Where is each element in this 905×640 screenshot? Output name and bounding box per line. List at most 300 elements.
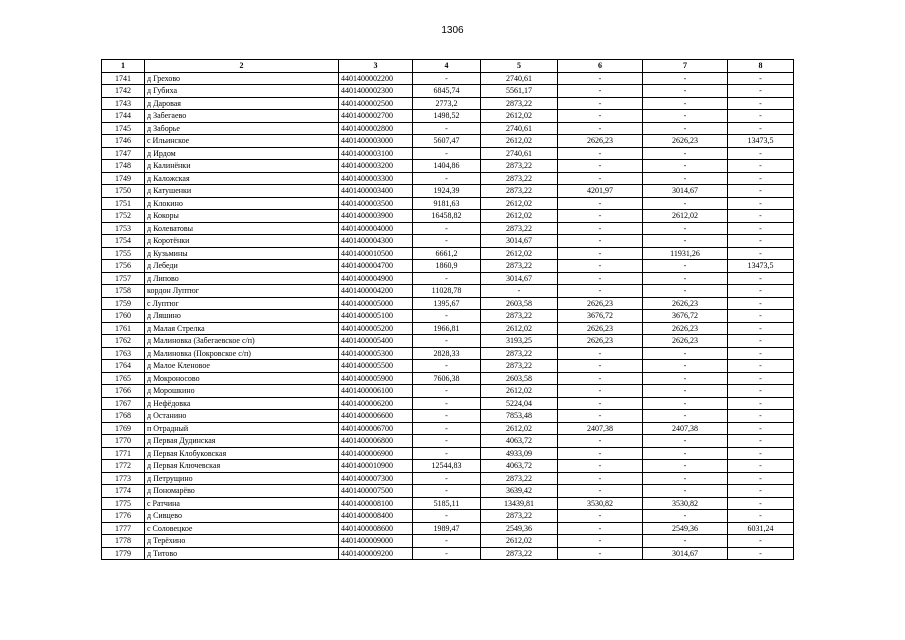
col-4-value: 11028,78 [413,285,481,298]
col-5-value: 2612,02 [481,110,558,123]
row-number: 1769 [102,422,145,435]
row-number: 1772 [102,460,145,473]
table-row [102,372,794,385]
settlement-name: д Нефёдовка [145,397,339,410]
col-7-value: - [643,435,728,448]
col-5-value: 2612,02 [481,247,558,260]
header-cell: 3 [339,60,413,73]
col-6-value: - [558,160,643,173]
col-7-value: - [643,160,728,173]
settlement-name: кордон Луптюг [145,285,339,298]
page-number: 1306 [441,25,464,36]
row-number: 1775 [102,497,145,510]
col-4-value: 1989,47 [413,522,481,535]
col-7-value: - [643,510,728,523]
col-7-value: - [643,235,728,248]
table-row [102,360,794,373]
table-row [102,322,794,335]
settlement-name: д Катушенки [145,185,339,198]
col-7-value: - [643,97,728,110]
oktmo-code: 4401400003200 [339,160,413,173]
table-row [102,347,794,360]
col-7-value: - [643,110,728,123]
row-number: 1746 [102,135,145,148]
row-number: 1764 [102,360,145,373]
col-6-value: 2626,23 [558,297,643,310]
settlement-name: д Первая Дудинская [145,435,339,448]
col-7-value: 2626,23 [643,297,728,310]
col-6-value: - [558,110,643,123]
oktmo-code: 4401400005500 [339,360,413,373]
table-row [102,335,794,348]
col-4-value: - [413,435,481,448]
col-6-value: - [558,410,643,423]
col-5-value: 2873,22 [481,185,558,198]
col-4-value: - [413,147,481,160]
col-7-value: - [643,172,728,185]
col-5-value: 2740,61 [481,147,558,160]
oktmo-code: 4401400004900 [339,272,413,285]
col-5-value: 4063,72 [481,460,558,473]
col-7-value: - [643,460,728,473]
col-8-value: - [728,435,794,448]
col-4-value: 1860,9 [413,260,481,273]
col-7-value: - [643,272,728,285]
col-4-value: 6661,2 [413,247,481,260]
col-6-value: - [558,510,643,523]
col-6-value: 2626,23 [558,335,643,348]
col-5-value: 2873,22 [481,97,558,110]
col-7-value: 2626,23 [643,322,728,335]
oktmo-code: 4401400006600 [339,410,413,423]
table-row [102,272,794,285]
data-table [101,59,794,560]
col-5-value: 2873,22 [481,547,558,560]
col-5-value: 3014,67 [481,235,558,248]
col-8-value: - [728,322,794,335]
col-6-value: - [558,460,643,473]
table-row [102,522,794,535]
col-7-value: - [643,285,728,298]
table-row [102,310,794,323]
header-row [102,60,794,73]
col-5-value: 2873,22 [481,510,558,523]
col-8-value: - [728,497,794,510]
col-8-value: - [728,172,794,185]
col-5-value: 2873,22 [481,310,558,323]
col-8-value: - [728,222,794,235]
col-5-value: 2612,02 [481,322,558,335]
row-number: 1759 [102,297,145,310]
col-6-value: - [558,222,643,235]
table-row [102,97,794,110]
settlement-name: д Останино [145,410,339,423]
col-7-value: 2626,23 [643,135,728,148]
oktmo-code: 4401400003500 [339,197,413,210]
col-8-value: - [728,185,794,198]
row-number: 1767 [102,397,145,410]
settlement-name: с Ильинское [145,135,339,148]
col-4-value: 5185,11 [413,497,481,510]
row-number: 1753 [102,222,145,235]
col-7-value: - [643,222,728,235]
col-5-value: 2612,02 [481,135,558,148]
col-4-value: 7606,38 [413,372,481,385]
settlement-name: д Губиха [145,85,339,98]
col-4-value: 6845,74 [413,85,481,98]
col-8-value: - [728,347,794,360]
col-6-value: - [558,235,643,248]
oktmo-code: 4401400002500 [339,97,413,110]
col-4-value: - [413,510,481,523]
col-7-value: - [643,72,728,85]
col-4-value: - [413,410,481,423]
row-number: 1774 [102,485,145,498]
col-8-value: - [728,235,794,248]
settlement-name: д Малая Стрелка [145,322,339,335]
settlement-name: д Малое Кленовое [145,360,339,373]
col-8-value: 6031,24 [728,522,794,535]
row-number: 1766 [102,385,145,398]
col-5-value: 2549,36 [481,522,558,535]
col-7-value: - [643,122,728,135]
oktmo-code: 4401400003400 [339,185,413,198]
col-4-value: - [413,397,481,410]
col-7-value: - [643,485,728,498]
col-5-value: 2612,02 [481,210,558,223]
col-7-value: - [643,410,728,423]
row-number: 1752 [102,210,145,223]
col-8-value: - [728,297,794,310]
col-8-value: - [728,272,794,285]
col-4-value: - [413,385,481,398]
col-4-value: 1498,52 [413,110,481,123]
col-7-value: - [643,535,728,548]
header-cell: 2 [145,60,339,73]
settlement-name: с Соловецкое [145,522,339,535]
table-row [102,497,794,510]
col-6-value: 4201,97 [558,185,643,198]
settlement-name: д Первая Клобуковская [145,447,339,460]
col-6-value: - [558,397,643,410]
col-6-value: - [558,485,643,498]
col-4-value: 1404,86 [413,160,481,173]
table-row [102,435,794,448]
oktmo-code: 4401400007300 [339,472,413,485]
settlement-name: д Грехово [145,72,339,85]
col-4-value: 1395,67 [413,297,481,310]
row-number: 1748 [102,160,145,173]
col-4-value: - [413,547,481,560]
row-number: 1750 [102,185,145,198]
table-row [102,410,794,423]
col-4-value: - [413,360,481,373]
settlement-name: д Первая Ключевская [145,460,339,473]
table-row [102,460,794,473]
col-7-value: - [643,147,728,160]
col-5-value: 2612,02 [481,535,558,548]
col-8-value: - [728,97,794,110]
table-row [102,535,794,548]
col-7-value: - [643,472,728,485]
oktmo-code: 4401400003900 [339,210,413,223]
col-8-value: - [728,422,794,435]
row-number: 1760 [102,310,145,323]
table-row [102,160,794,173]
col-5-value: 5224,04 [481,397,558,410]
col-6-value: - [558,210,643,223]
col-5-value: 4063,72 [481,435,558,448]
settlement-name: д Клокино [145,197,339,210]
settlement-name: д Колеватовы [145,222,339,235]
oktmo-code: 4401400009200 [339,547,413,560]
col-8-value: - [728,310,794,323]
row-number: 1744 [102,110,145,123]
oktmo-code: 4401400002200 [339,72,413,85]
settlement-name: д Заборье [145,122,339,135]
col-5-value: 7853,48 [481,410,558,423]
col-7-value: 3014,67 [643,185,728,198]
col-6-value: - [558,72,643,85]
settlement-name: д Сивцево [145,510,339,523]
col-8-value: - [728,460,794,473]
oktmo-code: 4401400005000 [339,297,413,310]
settlement-name: д Кузьмины [145,247,339,260]
col-7-value: - [643,397,728,410]
col-5-value: 2612,02 [481,197,558,210]
col-4-value: - [413,472,481,485]
col-8-value: - [728,372,794,385]
oktmo-code: 4401400003100 [339,147,413,160]
row-number: 1755 [102,247,145,260]
col-8-value: - [728,510,794,523]
row-number: 1749 [102,172,145,185]
col-6-value: - [558,122,643,135]
row-number: 1758 [102,285,145,298]
table-row [102,85,794,98]
col-7-value: 3676,72 [643,310,728,323]
table-row [102,235,794,248]
col-6-value: - [558,472,643,485]
table-row [102,172,794,185]
col-6-value: - [558,147,643,160]
col-4-value: - [413,447,481,460]
col-4-value: - [413,535,481,548]
oktmo-code: 4401400005100 [339,310,413,323]
table-row [102,260,794,273]
oktmo-code: 4401400005300 [339,347,413,360]
header-cell: 6 [558,60,643,73]
settlement-name: д Коротёнки [145,235,339,248]
oktmo-code: 4401400008600 [339,522,413,535]
oktmo-code: 4401400005200 [339,322,413,335]
col-4-value: - [413,485,481,498]
col-5-value: 2873,22 [481,222,558,235]
col-8-value: - [728,247,794,260]
col-8-value: - [728,397,794,410]
col-8-value: - [728,472,794,485]
col-5-value: 13439,81 [481,497,558,510]
col-5-value: 3639,42 [481,485,558,498]
col-8-value: - [728,485,794,498]
col-4-value: - [413,222,481,235]
oktmo-code: 4401400003000 [339,135,413,148]
settlement-name: д Ирдом [145,147,339,160]
col-4-value: - [413,422,481,435]
col-5-value: 3014,67 [481,272,558,285]
table-body [102,72,794,560]
row-number: 1779 [102,547,145,560]
col-4-value: - [413,122,481,135]
col-8-value: - [728,197,794,210]
oktmo-code: 4401400006700 [339,422,413,435]
header-cell: 5 [481,60,558,73]
col-4-value: - [413,235,481,248]
col-8-value: - [728,410,794,423]
col-5-value: 2603,58 [481,297,558,310]
row-number: 1756 [102,260,145,273]
col-6-value: - [558,522,643,535]
table-row [102,472,794,485]
col-5-value: 2873,22 [481,347,558,360]
col-7-value: 11931,26 [643,247,728,260]
settlement-name: д Даровая [145,97,339,110]
col-4-value: 5607,47 [413,135,481,148]
row-number: 1777 [102,522,145,535]
oktmo-code: 4401400010500 [339,247,413,260]
col-8-value: - [728,210,794,223]
table-row [102,510,794,523]
settlement-name: д Малиновка (Забегаевское с/п) [145,335,339,348]
settlement-name: д Забегаево [145,110,339,123]
col-8-value: 13473,5 [728,135,794,148]
col-8-value: 13473,5 [728,260,794,273]
col-4-value: 9181,63 [413,197,481,210]
col-8-value: - [728,447,794,460]
col-5-value: 5561,17 [481,85,558,98]
settlement-name: с Луптюг [145,297,339,310]
col-4-value: 1966,81 [413,322,481,335]
table-row [102,110,794,123]
col-6-value: - [558,435,643,448]
col-7-value: - [643,360,728,373]
header-cell: 4 [413,60,481,73]
col-6-value: - [558,447,643,460]
col-7-value: - [643,347,728,360]
col-5-value: - [481,285,558,298]
col-6-value: - [558,247,643,260]
col-7-value: 2626,23 [643,335,728,348]
col-7-value: - [643,447,728,460]
table-row [102,247,794,260]
col-6-value: 2407,38 [558,422,643,435]
col-5-value: 4933,09 [481,447,558,460]
table-row [102,210,794,223]
col-7-value: - [643,85,728,98]
oktmo-code: 4401400008100 [339,497,413,510]
col-8-value: - [728,285,794,298]
row-number: 1741 [102,72,145,85]
table-row [102,147,794,160]
row-number: 1743 [102,97,145,110]
settlement-name: д Петрущино [145,472,339,485]
col-4-value: 12544,83 [413,460,481,473]
col-5-value: 2873,22 [481,160,558,173]
row-number: 1770 [102,435,145,448]
table-row [102,447,794,460]
col-6-value: - [558,285,643,298]
row-number: 1765 [102,372,145,385]
oktmo-code: 4401400007500 [339,485,413,498]
col-4-value: - [413,272,481,285]
col-6-value: - [558,360,643,373]
settlement-name: д Ляшино [145,310,339,323]
oktmo-code: 4401400002700 [339,110,413,123]
col-8-value: - [728,385,794,398]
col-4-value: - [413,172,481,185]
col-7-value: 2612,02 [643,210,728,223]
settlement-name: д Кокоры [145,210,339,223]
oktmo-code: 4401400004300 [339,235,413,248]
col-7-value: 3014,67 [643,547,728,560]
header-cell: 7 [643,60,728,73]
oktmo-code: 4401400004200 [339,285,413,298]
col-6-value: 3676,72 [558,310,643,323]
row-number: 1757 [102,272,145,285]
col-8-value: - [728,122,794,135]
col-5-value: 2873,22 [481,172,558,185]
table-row [102,72,794,85]
table-row [102,197,794,210]
col-7-value: - [643,260,728,273]
col-5-value: 2873,22 [481,472,558,485]
header-cell: 1 [102,60,145,73]
col-5-value: 2740,61 [481,72,558,85]
table-row [102,122,794,135]
oktmo-code: 4401400008400 [339,510,413,523]
settlement-name: с Ратчина [145,497,339,510]
col-6-value: 2626,23 [558,322,643,335]
col-7-value: 2549,36 [643,522,728,535]
col-5-value: 2612,02 [481,385,558,398]
oktmo-code: 4401400006800 [339,435,413,448]
col-8-value: - [728,360,794,373]
col-8-value: - [728,535,794,548]
oktmo-code: 4401400004000 [339,222,413,235]
oktmo-code: 4401400002300 [339,85,413,98]
col-6-value: 3530,82 [558,497,643,510]
settlement-name: д Каложская [145,172,339,185]
col-6-value: - [558,260,643,273]
col-6-value: - [558,547,643,560]
col-6-value: 2626,23 [558,135,643,148]
settlement-name: д Мокроносово [145,372,339,385]
oktmo-code: 4401400009000 [339,535,413,548]
col-4-value: 1924,39 [413,185,481,198]
col-4-value: 2828,33 [413,347,481,360]
col-6-value: - [558,272,643,285]
header-cell: 8 [728,60,794,73]
oktmo-code: 4401400006100 [339,385,413,398]
col-8-value: - [728,85,794,98]
col-8-value: - [728,147,794,160]
row-number: 1776 [102,510,145,523]
col-7-value: - [643,197,728,210]
col-6-value: - [558,85,643,98]
table-row [102,185,794,198]
col-4-value: - [413,72,481,85]
col-8-value: - [728,335,794,348]
